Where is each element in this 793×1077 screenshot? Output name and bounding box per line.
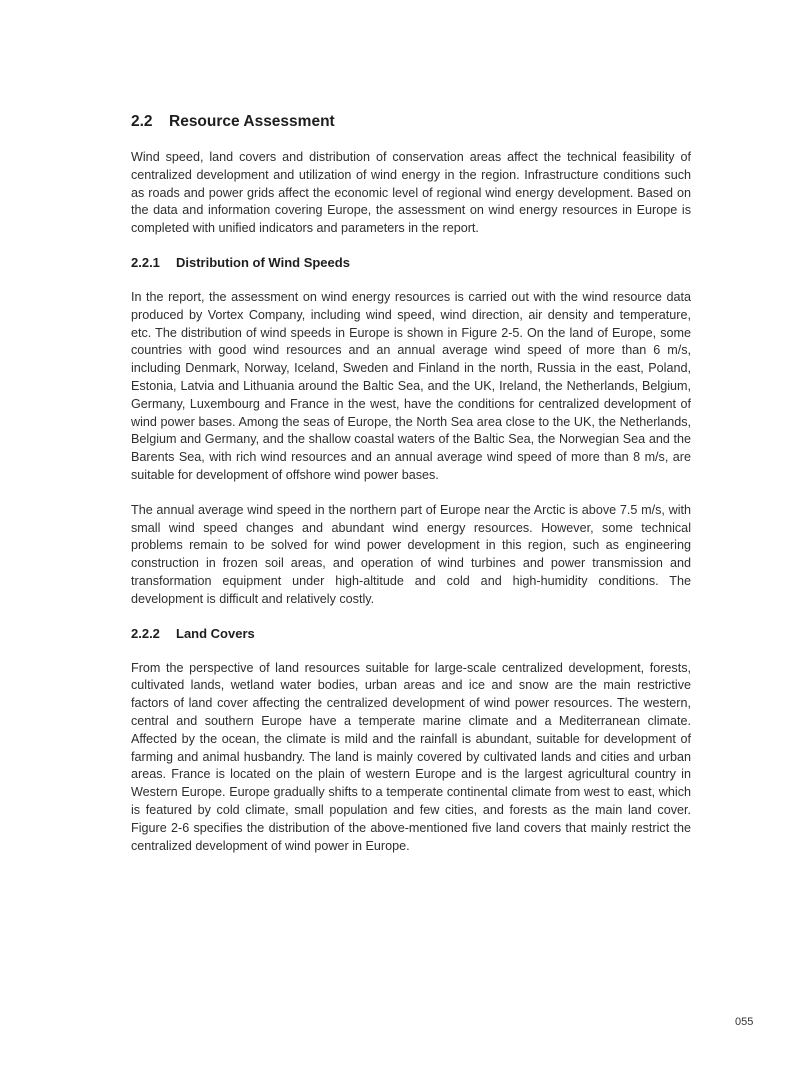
wind-speeds-paragraph-1: In the report, the assessment on wind energy resources is carried out with the wind resource data produced by Vortex Company, including wind speed, wind direction, air density and temperature, etc. The distribution of wind speeds in Europe is shown in Figure 2-5. On the land of Europe, some countries with good wind resources and an annual average wind speed of more than 6 m/s, including Denmark, Norway, Iceland, Sweden and Finland in the north, Russia in the east, Poland, Estonia, Latvia and Lithuania around the Baltic Sea, and the UK, Ireland, the Netherlands, Belgium, Germany, Luxembourg and France in the west, have the conditions for centralized development of wind power bases. Among the seas of Europe, the North Sea area close to the UK, the Netherlands, Belgium and Germany, and the shallow coastal waters of the Baltic Sea, the Norwegian Sea and the Barents Sea, with rich wind resources and an annual average wind speed of more than 8 m/s, are suitable for development of offshore wind power bases. xyxy=(131,289,691,482)
page-number: 055 xyxy=(735,1016,754,1028)
section-heading xyxy=(131,112,691,132)
subsection-number: 2.2.1 xyxy=(131,254,160,270)
subsection-heading-land-covers xyxy=(131,625,691,643)
wind-speeds-paragraph-2: The annual average wind speed in the northern part of Europe near the Arctic is above 7.5 m/s, with small wind speed changes and abundant wind energy resources. However, some technical problems remain to be solved for wind power development in this region, such as engineering construction in frozen soil areas, and operation of wind turbines and power transmission and transformation equipment under high-altitude and cold and high-humidity conditions. The development is difficult and relatively costly. xyxy=(131,502,691,606)
subsection-heading-wind-speeds xyxy=(131,254,691,272)
land-covers-paragraph-1: From the perspective of land resources suitable for large-scale centralized development, forests, cultivated lands, wetland water bodies, urban areas and ice and snow are the main restrictive factors of land cover affecting the centralized development of wind power resources. The western, central and southern Europe have a temperate marine climate and a Mediterranean climate. Affected by the ocean, the climate is mild and the rainfall is abundant, suitable for development of farming and animal husbandry. The land is mainly covered by cultivated lands and cities and urban areas. France is located on the plain of western Europe and is the largest agricultural country in Western Europe. Europe gradually shifts to a temperate continental climate from west to east, which is featured by cold climate, small population and few cities, and forests as the main land cover. Figure 2-6 specifies the distribution of the above-mentioned five land covers that mainly restrict the centralized development of wind power in Europe. xyxy=(131,660,691,853)
page-content xyxy=(131,112,691,855)
subsection-number: 2.2.2 xyxy=(131,625,160,641)
section-intro-paragraph: Wind speed, land covers and distribution of conservation areas affect the technical feasibility of centralized development and utilization of wind energy in the region. Infrastructure conditions such as roads and power grids affect the economic level of regional wind energy development. Based on the data and information covering Europe, the assessment on wind energy resources in Europe is completed with unified indicators and parameters in the report. xyxy=(131,150,691,236)
section-title: Resource Assessment xyxy=(169,113,335,130)
section-number: 2.2 xyxy=(131,113,153,130)
subsection-title: Land Covers xyxy=(176,625,255,641)
subsection-title: Distribution of Wind Speeds xyxy=(176,254,350,270)
